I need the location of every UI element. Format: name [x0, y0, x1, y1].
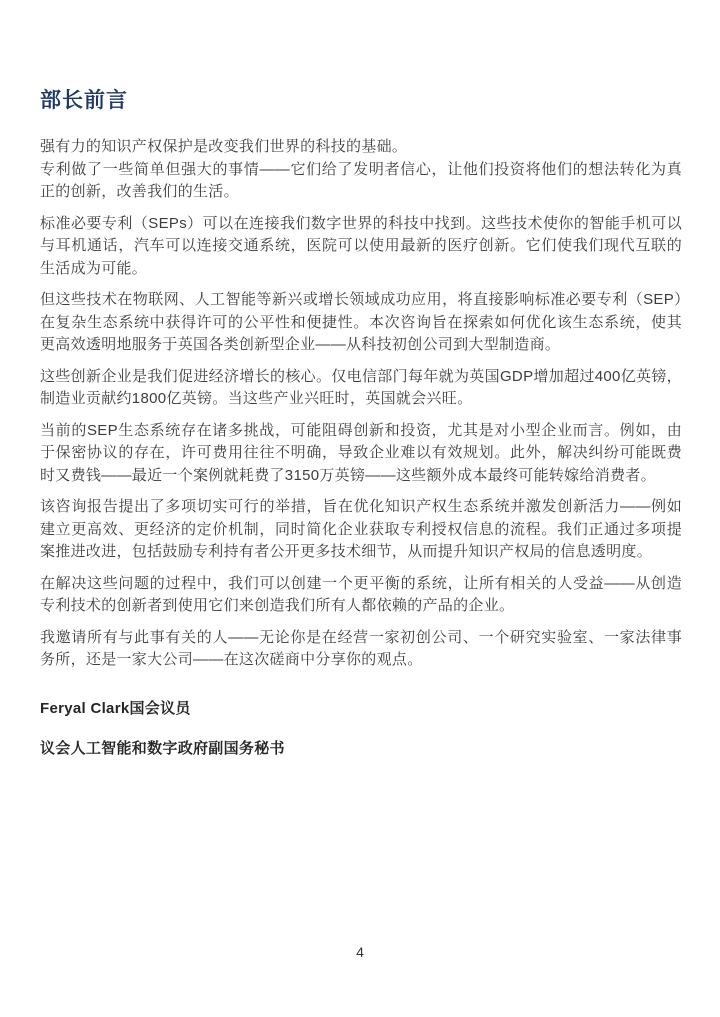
paragraph-proposed-measures: 该咨询报告提出了多项切实可行的举措，旨在优化知识产权生态系统并激发创新活力——例如建立更高效、更经济的定价机制，同时简化企业获取专利授权信息的流程。我们正通过多项提案推进改进，包括鼓励专利持有者公开更多技术细节，从而提升知识产权局的信息透明度。	[40, 498, 682, 560]
paragraph-ip-protection: 强有力的知识产权保护是改变我们世界的科技的基础。	[40, 138, 408, 155]
paragraph-invitation: 我邀请所有与此事有关的人——无论你是在经营一家初创公司、一个研究实验室、一家法律事务所，还是一家大公司——在这次磋商中分享你的观点。	[40, 628, 682, 668]
paragraph-seps-intro: 标准必要专利（SEPs）可以在连接我们数字世界的科技中找到。这些技术使你的智能手机可以与耳机通话，汽车可以连接交通系统，医院可以使用最新的医疗创新。它们使我们现代互联的生活成为可能。	[40, 214, 682, 277]
document-content	[40, 84, 682, 778]
signature-block	[40, 698, 682, 760]
paragraph-economic-impact: 这些创新企业是我们促进经济增长的核心。仅电信部门每年就为英国GDP增加超过400亿英镑，制造业贡献约1800亿英镑。当这些产业兴旺时，英国就会兴旺。	[40, 367, 682, 407]
paragraph-balanced-system: 在解决这些问题的过程中，我们可以创建一个更平衡的系统，让所有相关的人受益——从创造专利技术的创新者到使用它们来创造我们所有人都依赖的产品的企业。	[40, 574, 682, 614]
signature-name: Feryal Clark国会议员	[40, 699, 191, 717]
paragraph-patents-purpose: 专利做了一些简单但强大的事情——它们给了发明者信心，让他们投资将他们的想法转化为真正的创新，改善我们的生活。	[40, 160, 682, 200]
paragraph-consultation-goal: 但这些技术在物联网、人工智能等新兴或增长领域成功应用，将直接影响标准必要专利（SEP）在复杂生态系统中获得许可的公平性和便捷性。本次咨询旨在探索如何优化该生态系统，使其更高效透明地服务于英国各类创新型企业——从科技初创公司到大型制造商。	[40, 291, 682, 353]
page-number: 4	[356, 944, 364, 960]
page-footer	[0, 944, 720, 962]
paragraph-ecosystem-challenges: 当前的SEP生态系统存在诸多挑战，可能阻碍创新和投资，尤其是对小型企业而言。例如，由于保密协议的存在，许可费用往往不明确，导致企业难以有效规划。此外，解决纠纷可能既费时又费钱——最近一个案例就耗费了3150万英镑——这些额外成本最终可能转嫁给消费者。	[40, 421, 682, 484]
page-title: 部长前言	[40, 89, 128, 112]
signature-role: 议会人工智能和数字政府副国务秘书	[40, 739, 285, 757]
